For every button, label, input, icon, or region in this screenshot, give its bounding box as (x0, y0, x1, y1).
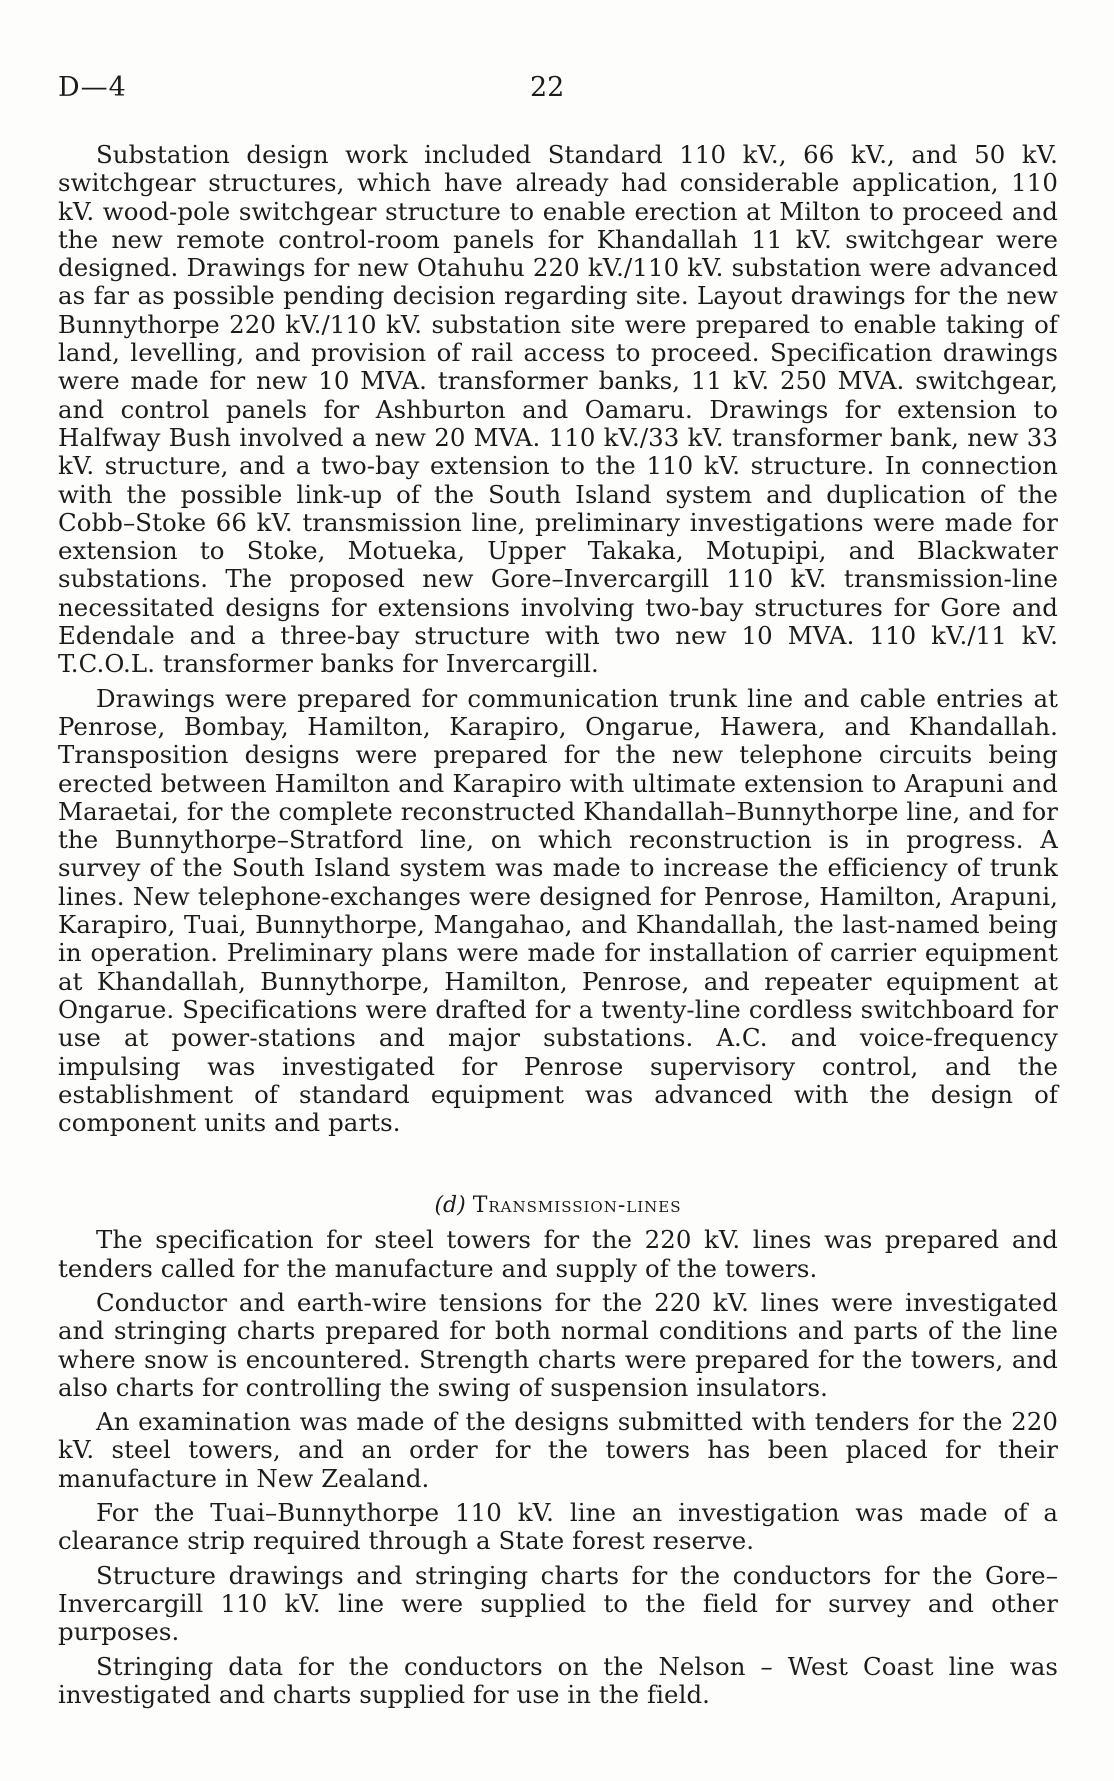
paragraph-communication: Drawings were prepared for communication trunk line and cable entries at Penrose, Bombay, Hamilton, Karapiro, Ongarue, Hawera, and Khandallah. Transposition designs were prepared for the new telephone circuits being erected between Hamilton and Karapiro with ultimate extension to Arapuni and Maraetai, for the complete reconstructed Khandallah–Bunnythorpe line, and for the Bunnythorpe–Stratford line, on which reconstruction is in progress. A survey of the South Island system was made to increase the efficiency of trunk lines. New telephone-exchanges were designed for Penrose, Hamilton, Arapuni, Karapiro, Tuai, Bunnythorpe, Mangahao, and Khandallah, the last-named being in operation. Preliminary plans were made for installation of carrier equipment at Khandallah, Bunnythorpe, Hamilton, Penrose, and repeater equipment at Ongarue. Specifications were drafted for a twenty-line cordless switchboard for use at power-stations and major substations. A.C. and voice-frequency impulsing was investigated for Penrose supervisory control, and the establishment of standard equipment was advanced with the design of component units and parts. (58, 683, 1058, 1138)
paragraph-clearance-strip: For the Tuai–Bunnythorpe 110 kV. line an investigation was made of a clearance strip required through a State forest reserve. (58, 1498, 1058, 1556)
page-number: 22 (530, 72, 565, 103)
paragraph-substation-design: Substation design work included Standard 110 kV., 66 kV., and 50 kV. switchgear structures, which have already had considerable application, 110 kV. wood-pole switchgear structure to enable erection at Milton to proceed and the new remote control-room panels for Khandallah 11 kV. switchgear were designed. Drawings for new Otahuhu 220 kV./110 kV. substation were advanced as far as possible pending decision regarding site. Layout drawings for the new Bunnythorpe 220 kV./110 kV. substation site were prepared to enable taking of land, levelling, and provision of rail access to proceed. Specification drawings were made for new 10 MVA. transformer banks, 11 kV. 250 MVA. switchgear, and control panels for Ashburton and Oamaru. Drawings for extension to Halfway Bush involved a new 20 MVA. 110 kV./33 kV. transformer bank, new 33 kV. structure, and a two-bay extension to the 110 kV. structure. In connection with the possible link-up of the South Island system and duplication of the Cobb–Stoke 66 kV. transmission line, preliminary investigations were made for extension to Stoke, Motueka, Upper Takaka, Motupipi, and Blackwater substations. The proposed new Gore–Invercargill 110 kV. transmission-line necessitated designs for extensions involving two-bay structures for Gore and Edendale and a three-bay structure with two new 10 MVA. 110 kV./11 kV. T.C.O.L. transformer banks for Invercargill. (58, 140, 1058, 679)
paragraph-stringing-data: Stringing data for the conductors on the Nelson – West Coast line was investigated and charts supplied for use in the field. (58, 1651, 1058, 1709)
section-letter: (d) (434, 1193, 466, 1219)
section-heading (58, 1192, 1058, 1220)
paragraph-tender-examination: An examination was made of the designs submitted with tenders for the 220 kV. steel towers, and an order for the towers has been placed for their manufacture in New Zealand. (58, 1407, 1058, 1493)
section-title: Transmission-lines (472, 1193, 682, 1219)
page-reference: D—4 (58, 72, 127, 103)
paragraph-steel-towers-spec: The specification for steel towers for the 220 kV. lines was prepared and tenders called for the manufacture and supply of the towers. (58, 1225, 1058, 1283)
paragraph-conductor-tensions: Conductor and earth-wire tensions for the 220 kV. lines were investigated and stringing charts prepared for both normal conditions and parts of the line where snow is encountered. Strength charts were prepared for the towers, and also charts for controlling the swing of suspension insulators. (58, 1287, 1058, 1402)
document-body (58, 141, 1058, 1715)
paragraph-structure-drawings: Structure drawings and stringing charts for the conductors for the Gore–Invercargill 110 kV. line were supplied to the field for survey and other purposes. (58, 1560, 1058, 1647)
